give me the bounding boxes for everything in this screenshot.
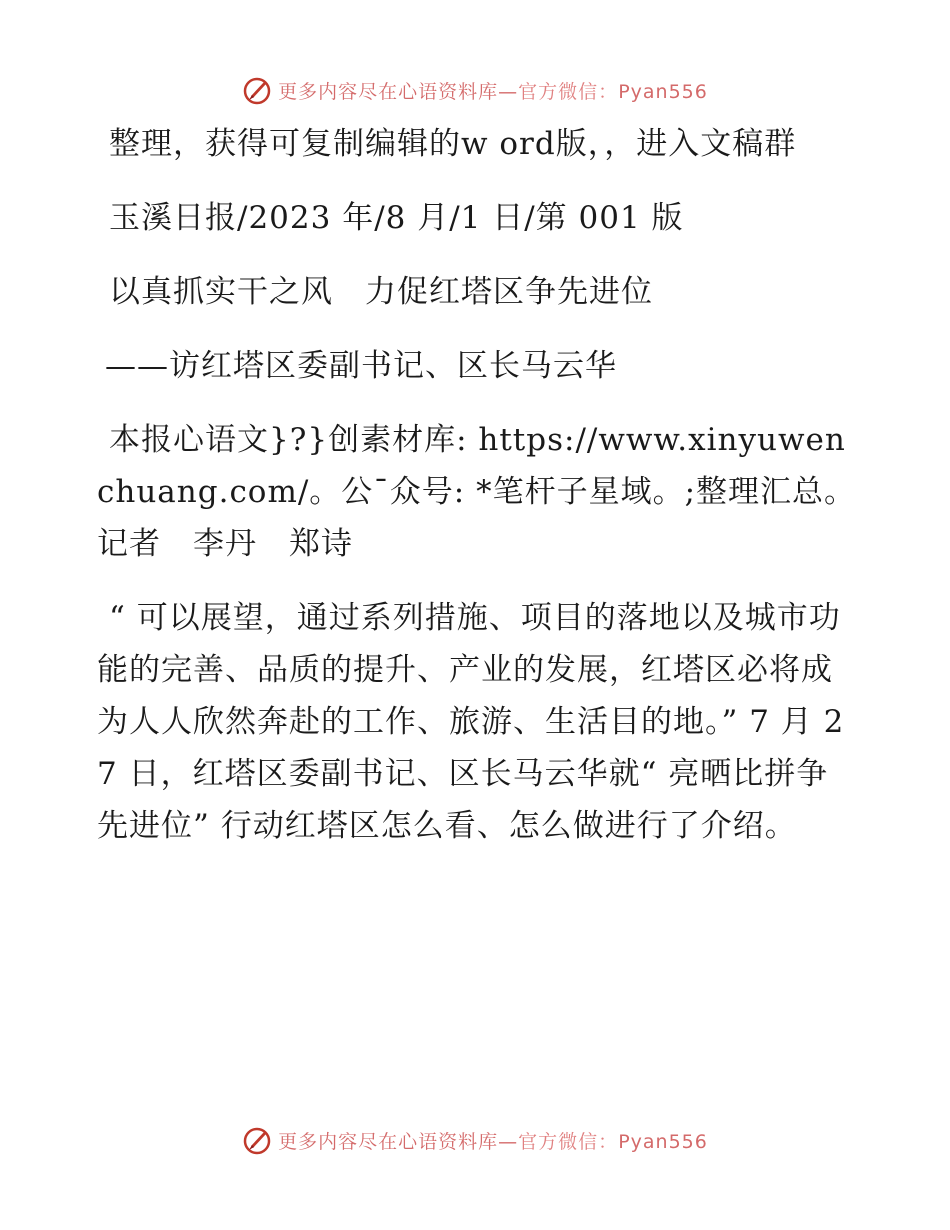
article-subtitle: ——访红塔区委副书记、区长马云华 <box>105 348 617 384</box>
banner-separator: — <box>498 1130 519 1153</box>
source-byline: 本报心语文}?}创素材库: https://www.xinyuwenchuang.com/。公¯众号: *笔杆子星域。;整理汇总。记者 李丹 郑诗 <box>97 422 857 562</box>
header-watermark-banner <box>0 70 950 110</box>
banner-text <box>278 77 708 104</box>
article-title: 以真抓实干之风 力促红塔区争先进位 <box>109 274 653 310</box>
banner-separator: — <box>498 80 519 103</box>
body-paragraph: “ 可以展望，通过系列措施、项目的落地以及城市功能的完善、品质的提升、产业的发展，红塔区必将成为人人欣然奔赴的工作、旅游、生活目的地。” 7 月 27 日，红塔区委副书记、区长马云华就“ 亮晒比拼争先进位” 行动红塔区怎么看、怎么做进行了介绍。 <box>97 600 845 844</box>
intro-paragraph: 整理，获得可复制编辑的w ord版，，进入文稿群 <box>109 126 797 162</box>
banner-wechat-id: Pyan556 <box>618 1130 708 1153</box>
banner-wechat-label: 官方微信： <box>518 80 619 103</box>
banner-main-text: 更多内容尽在心语资料库 <box>278 80 499 103</box>
banner-text <box>278 1127 708 1154</box>
dateline: 玉溪日报/2023 年/8 月/1 日/第 001 版 <box>109 200 684 236</box>
quill-pen-logo-icon <box>242 75 272 105</box>
banner-wechat-label: 官方微信： <box>518 1130 619 1153</box>
quill-pen-logo-icon <box>242 1125 272 1155</box>
banner-main-text: 更多内容尽在心语资料库 <box>278 1130 499 1153</box>
footer-watermark-banner <box>0 1120 950 1160</box>
document-body <box>97 118 857 874</box>
banner-wechat-id: Pyan556 <box>618 80 708 103</box>
